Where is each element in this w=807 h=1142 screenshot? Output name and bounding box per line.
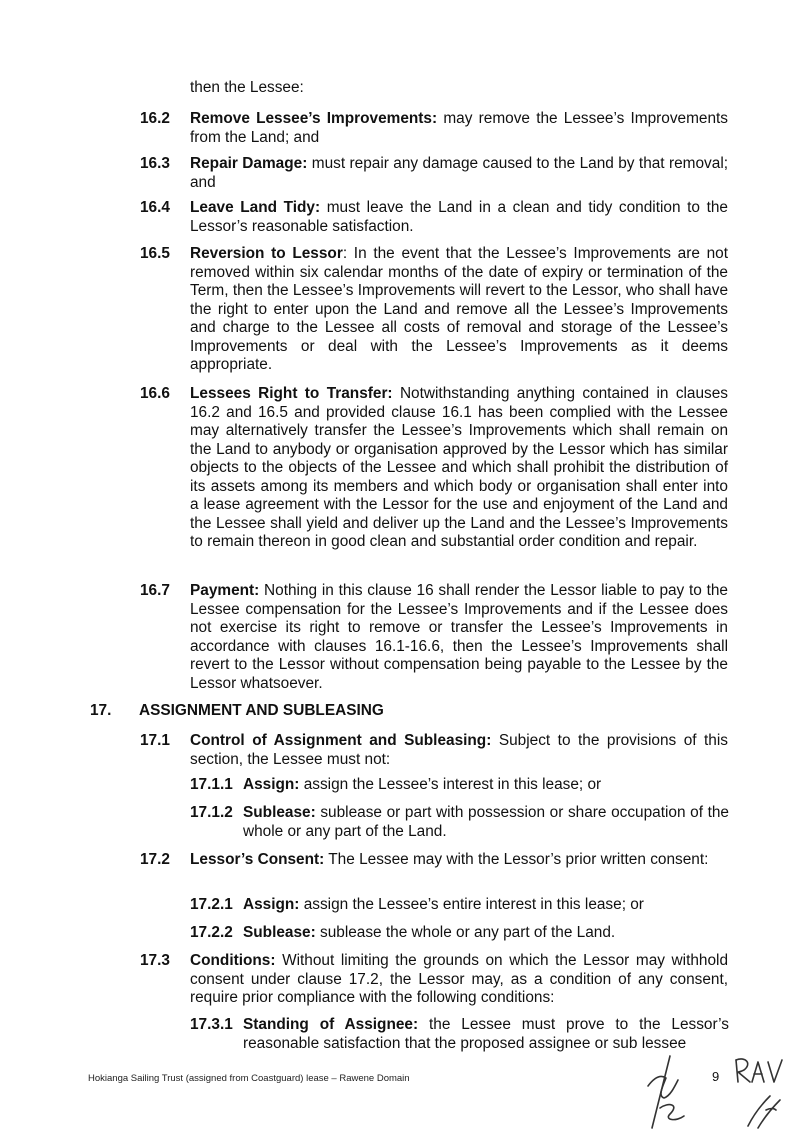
clause-title: Leave Land Tidy: (190, 199, 321, 216)
clause-body: sublease or part with possession or share occupation of the whole or any part of the Land. (243, 804, 729, 840)
clause-title: Lessor’s Consent: (190, 851, 325, 868)
clause-number: 17.3.1 (190, 1016, 233, 1033)
clause-16-7 (190, 582, 728, 693)
clause-16-5 (190, 245, 728, 375)
clause-number: 17.1.1 (190, 776, 233, 793)
clause-body: must repair any damage caused to the Land by that removal; and (190, 155, 729, 191)
clause-16-4 (190, 199, 728, 236)
clause-17-1 (190, 732, 728, 769)
clause-16-3 (190, 155, 728, 192)
clause-title: Sublease: (243, 924, 316, 941)
clause-title: Standing of Assignee: (243, 1016, 419, 1033)
clause-body: : In the event that the Lessee’s Improvements are not removed within six calendar months of the date of expiry or termination of the Term, then the Lessee’s Improvements will revert to the Lessor, who shall have the right to enter upon the Land and remove all the Lessee’s Improvements and charge to the Lessee all costs of removal and storage of the Lessee’s Improvements or deal with the Lessee’s Improvements as it deems appropriate. (190, 245, 728, 373)
clause-17-2-1 (243, 896, 729, 915)
clause-title: Remove Lessee’s Improvements: (190, 110, 438, 127)
clause-number: 17.2.1 (190, 896, 233, 913)
clause-title: Lessees Right to Transfer: (190, 385, 393, 402)
clause-body: must leave the Land in a clean and tidy condition to the Lessor’s reasonable satisfaction. (190, 199, 728, 235)
clause-title: Assign: (243, 896, 300, 913)
clause-body: The Lessee may with the Lessor’s prior written consent: (328, 851, 709, 868)
clause-number: 16.7 (140, 582, 170, 599)
clause-number: 17.1 (140, 732, 170, 749)
clause-number: 16.3 (140, 155, 170, 172)
clause-number: 16.4 (140, 199, 170, 216)
section-title: ASSIGNMENT AND SUBLEASING (139, 702, 384, 719)
footer-text: Hokianga Sailing Trust (assigned from Coastguard) lease – Rawene Domain (88, 1073, 410, 1084)
clause-body: the Lessee must prove to the Lessor’s reasonable satisfaction that the proposed assignee or sub lessee (243, 1016, 729, 1052)
clause-body: may remove the Lessee’s Improvements from the Land; and (190, 110, 729, 146)
clause-body: assign the Lessee’s entire interest in this lease; or (303, 896, 644, 913)
section-number: 17. (90, 702, 112, 719)
clause-16-2 (190, 110, 728, 147)
clause-body: Without limiting the grounds on which the Lessor may withhold consent under clause 17.2, the Lessor may, as a condition of any consent, require prior compliance with the following conditions: (190, 952, 729, 1006)
clause-title: Control of Assignment and Subleasing: (190, 732, 492, 749)
clause-title: Sublease: (243, 804, 316, 821)
clause-17-1-1 (243, 776, 729, 795)
clause-number: 16.6 (140, 385, 170, 402)
clause-body: Nothing in this clause 16 shall render the Lessor liable to pay to the Lessee compensation for the Lessee’s Improvements and if the Lessee does not exercise its right to remove or transfer the Lessee’s Improvements in accordance with clauses 16.1-16.6, then the Lessee’s Improvements shall revert to the Lessor without compensation being payable to the Lessee by the Lessor whatsoever. (190, 582, 728, 692)
clause-body: Subject to the provisions of this section, the Lessee must not: (190, 732, 728, 768)
page-number: 9 (712, 1069, 720, 1084)
clause-body: Notwithstanding anything contained in clauses 16.2 and 16.5 and provided clause 16.1 has been complied with the Lessee may alternatively transfer the Lessee’s Improvements which shall remain on the Land to anybody or organisation approved by the Lessor which has similar objects to the objects of the Lessee and which shall prohibit the distribution of its assets among its members and which body or organisation shall enter into a lease agreement with the Lessor for the use and enjoyment of the Land and the Lessee shall yield and deliver up the Land and the Lessee’s Improvements to remain thereon in good clean and substantial order condition and repair. (190, 385, 729, 550)
clause-17-3 (190, 952, 728, 1008)
clause-body: sublease the whole or any part of the Land. (320, 924, 616, 941)
clause-title: Repair Damage: (190, 155, 308, 172)
clause-title: Reversion to Lessor (190, 245, 343, 262)
signature-initials (640, 1048, 800, 1138)
clause-body: assign the Lessee’s interest in this lease; or (303, 776, 602, 793)
clause-17-1-2 (243, 804, 729, 841)
intro-text: then the Lessee: (190, 79, 304, 96)
clause-title: Conditions: (190, 952, 276, 969)
clause-17-2 (190, 851, 728, 870)
clause-number: 17.2.2 (190, 924, 233, 941)
clause-number: 16.5 (140, 245, 170, 262)
clause-number: 17.2 (140, 851, 170, 868)
clause-number: 17.1.2 (190, 804, 233, 821)
clause-number: 17.3 (140, 952, 170, 969)
clause-17-2-2 (243, 924, 729, 943)
clause-title: Assign: (243, 776, 300, 793)
clause-number: 16.2 (140, 110, 170, 127)
clause-16-6 (190, 385, 728, 552)
clause-title: Payment: (190, 582, 260, 599)
